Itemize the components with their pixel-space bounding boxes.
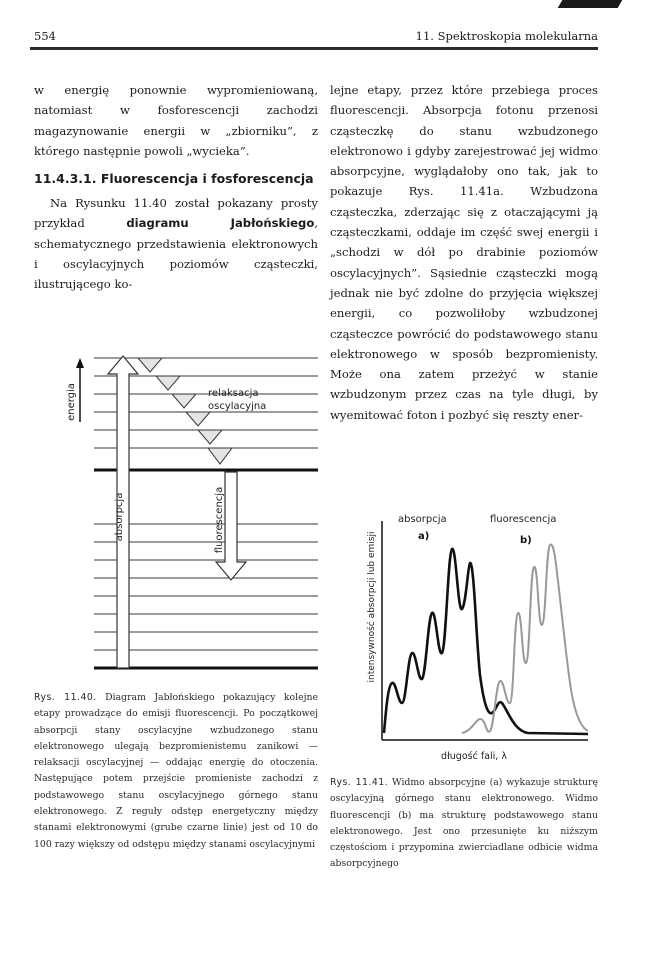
relaxation-arrow bbox=[156, 376, 180, 390]
spectra-y-axis-label: intensywność absorpcji lub emisji bbox=[367, 531, 377, 683]
chapter-title: 11. Spektroskopia molekularna bbox=[415, 29, 598, 43]
absorption-spectrum-label: a) bbox=[418, 531, 430, 542]
energy-axis-arrowhead bbox=[76, 358, 84, 368]
paragraph-2 bbox=[34, 193, 318, 294]
figure-11-41-caption-label: Rys. 11.41. bbox=[330, 777, 389, 788]
spectra-figure bbox=[362, 505, 592, 763]
paragraph-3: lejne etapy, przez które przebiega proces fluorescencji. Absorpcja fotonu przenosi cząsteczkę do stanu wzbudzonego elektronowo i gdyby zarejestrować jej widmo absorpcyjne, wyglądałoby ono tak, jak to pokazuje Rys. 11.41a. Wzbudzona cząsteczka, zderzając się z otaczającymi ją cząsteczkami, oddaje im część swej energii i „schodzi w dół po drabinie poziomów oscylacyjnych”. Sąsiednie cząsteczki mogą jednak nie być zdolne do przyjęcia większej energii, co pozwoliłoby wzbudzonej cząsteczce powrócić do podstawowego stanu elektronowego w sposób bezpromienisty. Może ona zatem przeżyć w stanie wzbudzonym przez czas na tyle długi, by wyemitować foton i pozbyć się reszty ener- bbox=[330, 83, 598, 422]
left-column bbox=[34, 80, 318, 295]
paragraph-1: w energię ponownie wypromieniowaną, natomiast w fosforescencji zachodzi magazynowanie energii w „zbiorniku”, z którego następnie powoli „wycieka”. bbox=[34, 83, 318, 158]
section-heading: 11.4.3.1. Fluorescencja i fosforescencja bbox=[34, 171, 314, 187]
relaxation-arrow bbox=[186, 412, 210, 426]
figure-11-40-caption-text: Diagram Jabłońskiego pokazujący kolejne etapy prowadzące do emisji fluorescencji. Po początkowej absorpcji stany oscylacyjne wzbudzonego stanu elektronowego ulegają bezpromienistemu zanikowi — relaksacji oscylacyjnej — oddając energię do otoczenia. Następujące potem przejście promieniste zachodzi z podstawowego stanu oscylacyjnego górnego stanu elektronowego. Z reguły odstęp energetyczny między stanami elektronowymi (grube czarne linie) jest od 10 do 100 razy większy od odstępu między stanami oscylacyjnymi bbox=[34, 692, 318, 850]
fluorescence-label: fluorescencja bbox=[214, 486, 225, 554]
page-number: 554 bbox=[34, 29, 56, 43]
absorption-spectrum-title: absorpcja bbox=[398, 514, 447, 525]
paragraph-2-start: Na Rysunku 11.40 został pokazany prosty przykład bbox=[34, 196, 318, 231]
fluorescence-spectrum-label: b) bbox=[520, 535, 532, 546]
paragraph-2-end: , schematycznego przedstawienia elektronowych i oscylacyjnych poziomów cząsteczki, ilustrującego ko- bbox=[34, 216, 318, 292]
relaxation-label-line2: oscylacyjna bbox=[208, 401, 267, 412]
relaxation-arrow bbox=[198, 430, 222, 444]
energy-label: energia bbox=[66, 383, 77, 421]
relaxation-arrow bbox=[208, 448, 232, 464]
absorption-label: absorpcja bbox=[114, 492, 125, 542]
relaxation-arrow bbox=[138, 358, 162, 372]
jablonski-diagram bbox=[60, 352, 320, 682]
figure-11-40-caption-label: Rys. 11.40. bbox=[34, 692, 97, 703]
term-jablonski-diagram: diagramu Jabłońskiego bbox=[126, 216, 315, 231]
relaxation-arrow bbox=[172, 394, 196, 408]
header-rule bbox=[30, 47, 598, 50]
figure-11-40-caption bbox=[34, 690, 318, 853]
relaxation-label-line1: relaksacja bbox=[208, 388, 259, 399]
figure-11-41-caption-text: Widmo absorpcyjne (a) wykazuje strukturę oscylacyjną górnego stanu elektronowego. Widmo fluorescencji (b) ma strukturę podstawowego stanu elektronowego. Jest ono przesunięte ku niższym częstościom i przypomina zwierciadlane odbicie widma absorpcyjnego bbox=[330, 777, 598, 870]
figure-11-41-caption bbox=[330, 775, 598, 873]
spectra-x-axis-label: długość fali, λ bbox=[441, 751, 507, 762]
right-column bbox=[330, 80, 598, 425]
page-corner-mark bbox=[558, 0, 623, 8]
fluorescence-spectrum-curve bbox=[462, 545, 588, 733]
fluorescence-spectrum-title: fluorescencja bbox=[490, 514, 557, 525]
